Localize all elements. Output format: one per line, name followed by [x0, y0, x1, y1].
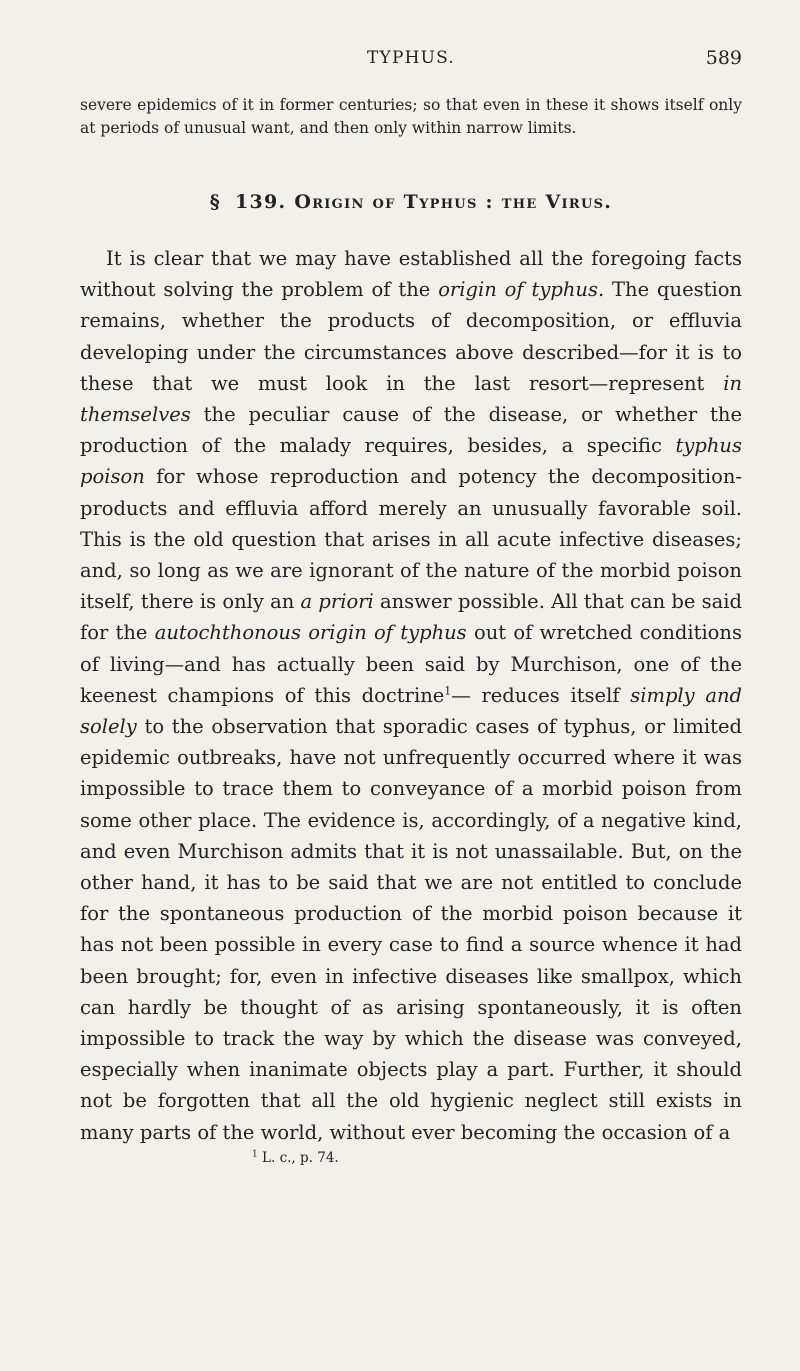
page-header	[80, 48, 742, 88]
emphasis-origin-of-typhus: origin of typhus.	[438, 278, 605, 302]
page-number: 589	[705, 47, 742, 69]
footnote-marker: 1	[252, 1149, 258, 1160]
body-text-run: to the observation that sporadic cases of typhus, or limited epidemic outbreaks, have not unfrequently occurred where it was impossible to trace them to conveyance of a morbid poison from some other place. The evidence is, accordingly, of a negative kind, and even Murchison admits that it is not unassailable. But, on the other hand, it has to be said that we are not entitled to conclude for the spontaneous production of the morbid poison because it has not been possible in every case to find a source whence it had been brought; for, even in infective diseases like smallpox, which can hardly be thought of as arising spontaneously, it is often impossible to track the way by which the disease was conveyed, especially when inanimate objects play a part. Further, it should not be forgotten that all the old hygienic neglect still exists in many parts of the world, without ever becoming the occasion of a	[80, 715, 742, 1144]
section-symbol: §	[209, 191, 222, 213]
body-text-run: for whose reproduction and potency the decomposition-products and effluvia afford merely an unusually favorable soil. This is the old question that arises in all acute infective diseases; and, so long as we are ignorant of the nature of the morbid poison itself, there is only an	[80, 465, 742, 614]
section-heading	[80, 191, 742, 213]
body-text-run: It is clear that we may have established all the foregoing facts without solving the problem of the	[80, 247, 742, 302]
intro-paragraph: severe epidemics of it in former centuries; so that even in these it shows itself only at periods of unusual want, and then only within narrow limits.	[80, 96, 742, 137]
footnote-reference[interactable]: 1	[444, 684, 452, 698]
body-text-run: — reduces itself	[451, 683, 631, 707]
body-text-run: the peculiar cause of the disease, or whether the production of the malady requires, besides, a specific	[80, 403, 742, 458]
body-text-run: out of wretched conditions of living—and has actually been said by Murchison, one of the keenest champions of this doctrine	[80, 621, 742, 707]
body-text-run: answer possible. All that can be said for the	[80, 590, 742, 645]
emphasis-a-priori: a priori	[300, 590, 374, 614]
footnote	[80, 1150, 742, 1166]
emphasis-typhus-poison: typhus poison	[80, 434, 742, 489]
body-paragraph	[80, 243, 742, 1148]
emphasis-simply-and-solely: simply and solely	[80, 683, 742, 739]
section-title: Origin of Typhus : the Virus.	[294, 191, 613, 213]
emphasis-in-themselves: in themselves	[80, 371, 742, 427]
body-text-run: The question remains, whether the products of decomposition, or effluvia developing under the circumstances above described—for it is to these that we must look in the last resort—represent	[80, 278, 742, 395]
section-number: 139.	[234, 191, 287, 213]
running-head: TYPHUS.	[367, 48, 455, 68]
emphasis-autochthonous-origin: autochthonous origin of typhus	[154, 621, 467, 645]
footnote-text: L. c., p. 74.	[262, 1149, 339, 1166]
